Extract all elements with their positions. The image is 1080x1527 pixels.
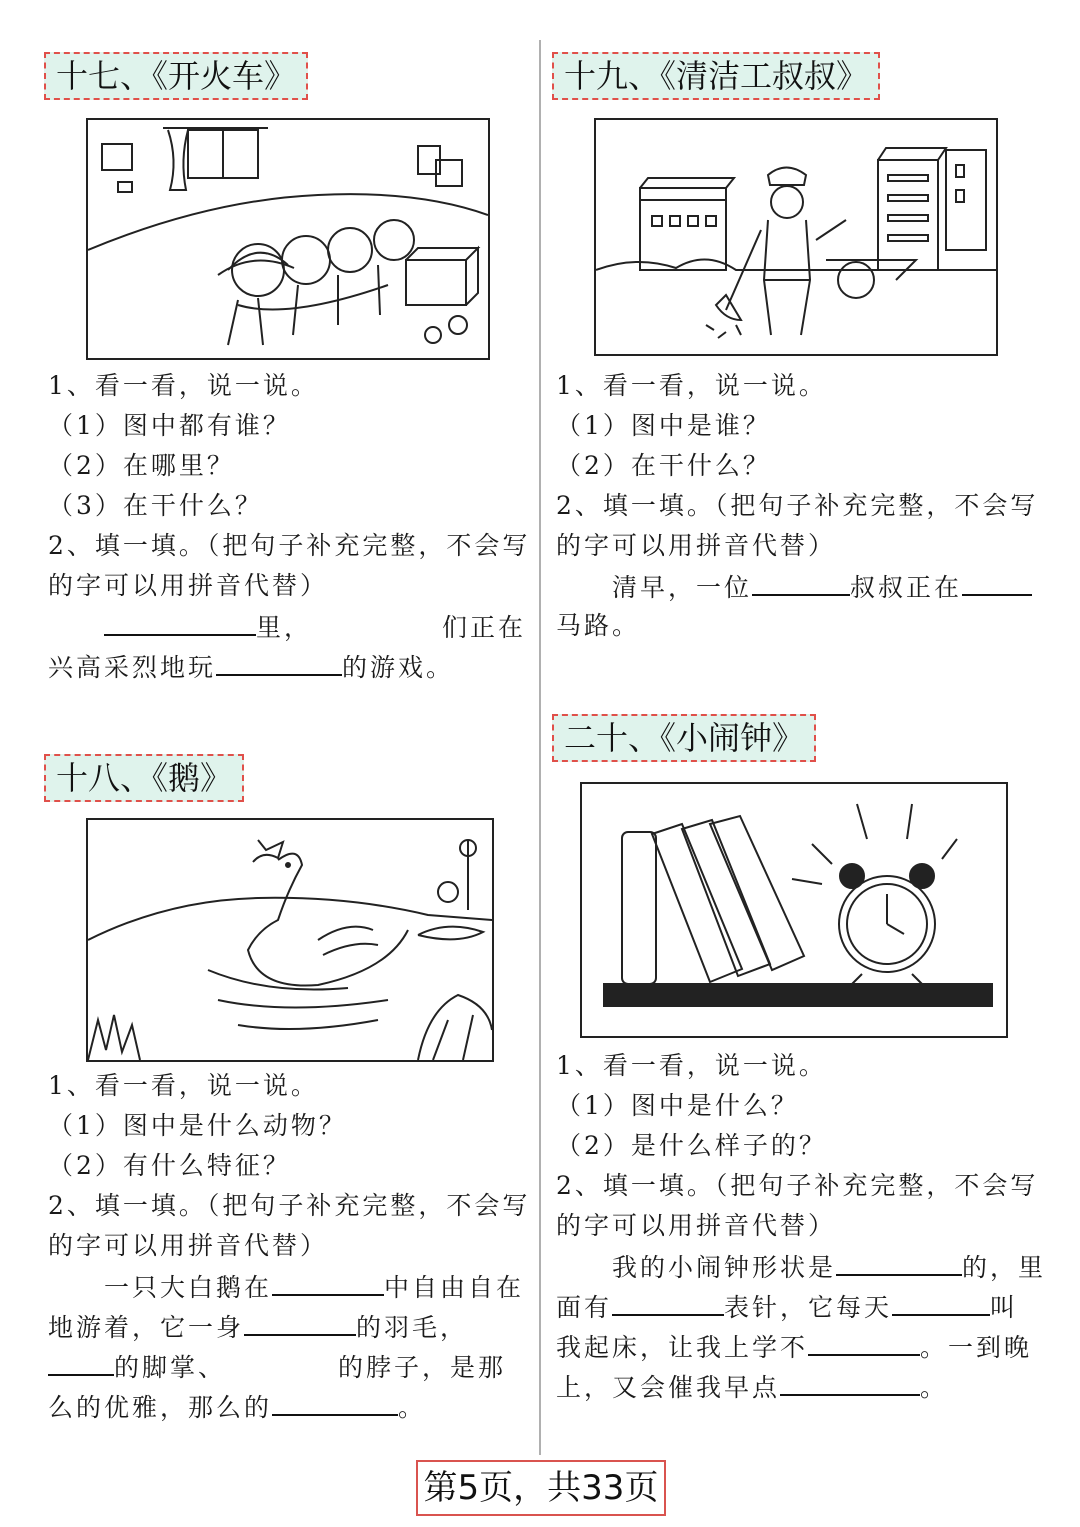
blank-who[interactable] — [312, 608, 442, 636]
s19-question-2: 2、填一填。（把句子补充完整，不会写 — [556, 491, 1039, 520]
page-number: 第5页，共33页 — [416, 1460, 666, 1516]
s17-question-2: 2、填一填。（把句子补充完整，不会写 — [48, 531, 531, 560]
s20-fill-line-2: 面有 表针，它每天 叫 — [556, 1288, 1018, 1326]
blank-who[interactable] — [752, 568, 850, 596]
s20-question-1-item-1: （1）图中是什么？ — [556, 1091, 799, 1120]
blank-shape[interactable] — [836, 1248, 962, 1276]
blank-neck[interactable] — [226, 1348, 338, 1376]
blank-manner[interactable] — [272, 1388, 398, 1416]
s17-question-2-cont: 的字可以用拼音代替） — [48, 571, 329, 600]
blank-action[interactable] — [962, 568, 1032, 596]
s20-question-1-item-2: （2）是什么样子的？ — [556, 1131, 827, 1160]
s17-fill-line-2: 兴高采烈地玩 的游戏。 — [48, 648, 454, 686]
illustration-train-game — [86, 118, 490, 360]
s18-question-1-item-1: （1）图中是什么动物？ — [48, 1111, 347, 1140]
s19-question-1-item-1: （1）图中是谁？ — [556, 411, 771, 440]
blank-game[interactable] — [216, 648, 342, 676]
section-title-19: 十九、《清洁工叔叔》 — [552, 52, 880, 100]
blank-feet[interactable] — [48, 1348, 114, 1376]
s20-question-2-cont: 的字可以用拼音代替） — [556, 1211, 837, 1240]
s18-question-1-item-2: （2）有什么特征？ — [48, 1151, 291, 1180]
s18-fill-line-3: 的脚掌、 的脖子，是那 — [48, 1348, 506, 1386]
s17-fill-line-1: 里， 们正在 — [48, 608, 526, 646]
blank-sleep[interactable] — [780, 1368, 920, 1396]
s18-question-1: 1、看一看，说一说。 — [48, 1071, 319, 1100]
s18-fill-line-2: 地游着，它一身 的羽毛， — [48, 1308, 468, 1346]
s17-question-1: 1、看一看，说一说。 — [48, 371, 319, 400]
s20-fill-line-3: 我起床，让我上学不 。一到晚 — [556, 1328, 1032, 1366]
s18-fill-line-4: 么的优雅，那么的 。 — [48, 1388, 426, 1426]
s17-question-1-item-3: （3）在干什么？ — [48, 491, 263, 520]
blank-place[interactable] — [104, 608, 256, 636]
s20-question-2: 2、填一填。（把句子补充完整，不会写 — [556, 1171, 1039, 1200]
blank-when[interactable] — [892, 1288, 990, 1316]
s18-question-2: 2、填一填。（把句子补充完整，不会写 — [48, 1191, 531, 1220]
s20-question-1: 1、看一看，说一说。 — [556, 1051, 827, 1080]
section-title-17: 十七、《开火车》 — [44, 52, 308, 100]
column-divider — [539, 40, 541, 1455]
section-title-20: 二十、《小闹钟》 — [552, 714, 816, 762]
blank-late[interactable] — [808, 1328, 920, 1356]
s19-question-1: 1、看一看，说一说。 — [556, 371, 827, 400]
s19-question-2-cont: 的字可以用拼音代替） — [556, 531, 837, 560]
s18-fill-line-1: 一只大白鹅在 中自由自在 — [48, 1268, 524, 1306]
illustration-goose — [86, 818, 494, 1062]
illustration-alarm-clock — [580, 782, 1008, 1038]
s20-fill-line-1: 我的小闹钟形状是 的，里 — [556, 1248, 1046, 1286]
s18-question-2-cont: 的字可以用拼音代替） — [48, 1231, 329, 1260]
s19-fill-line-2: 马路。 — [556, 611, 641, 640]
illustration-street-cleaner — [594, 118, 998, 356]
s17-question-1-item-2: （2）在哪里？ — [48, 451, 235, 480]
blank-hands[interactable] — [612, 1288, 724, 1316]
s17-question-1-item-1: （1）图中都有谁？ — [48, 411, 291, 440]
section-title-18: 十八、《鹅》 — [44, 754, 244, 802]
s20-fill-line-4: 上，又会催我早点 。 — [556, 1368, 948, 1406]
blank-feather[interactable] — [244, 1308, 356, 1336]
s19-question-1-item-2: （2）在干什么？ — [556, 451, 771, 480]
s19-fill-line-1: 清早，一位 叔叔正在 — [556, 568, 1032, 606]
blank-where[interactable] — [272, 1268, 384, 1296]
